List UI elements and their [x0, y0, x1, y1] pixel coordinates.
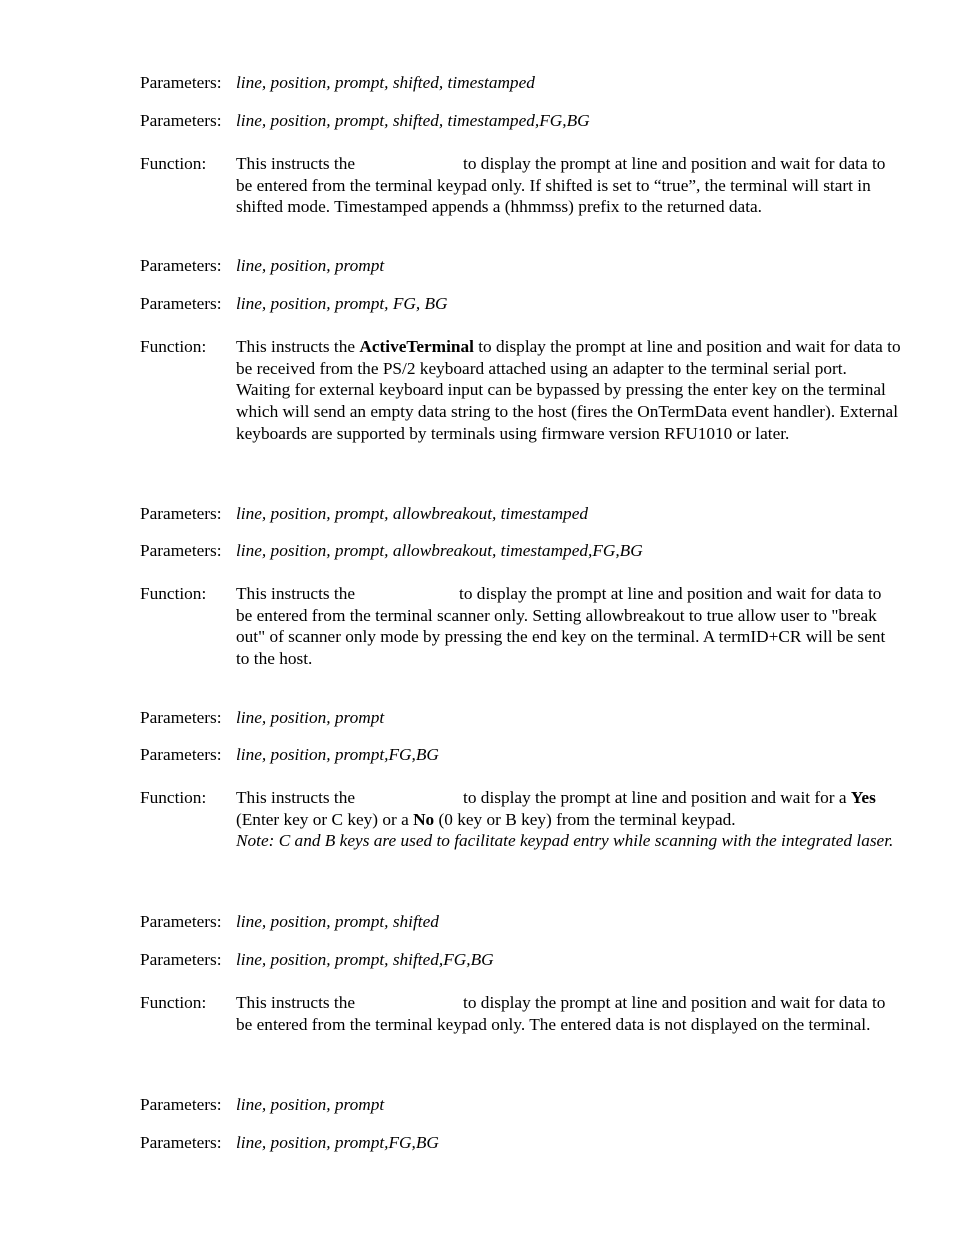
parameters-value: line, position, prompt, allowbreakout, timestamped,FG,BG — [236, 541, 643, 560]
function-label: Function: — [140, 993, 207, 1012]
function-text: (0 key or B key) from the terminal keypad. — [438, 809, 736, 829]
parameters-line — [140, 744, 902, 766]
function-text: (Enter key or C key) or a — [236, 809, 409, 829]
parameters-value: line, position, prompt — [236, 708, 385, 727]
parameters-label: Parameters: — [140, 912, 222, 931]
function-description — [236, 583, 902, 670]
parameters-label: Parameters: — [140, 256, 222, 275]
parameters-value: line, position, prompt, shifted, timestamped,FG,BG — [236, 111, 590, 130]
function-label: Function: — [140, 584, 207, 603]
function-description — [236, 787, 902, 852]
function-lead: This instructs the — [236, 154, 356, 173]
function-label: Function: — [140, 788, 207, 807]
function-label: Function: — [140, 337, 207, 356]
parameters-line — [140, 72, 902, 94]
parameters-value: line, position, prompt,FG,BG — [236, 745, 439, 764]
parameters-value: line, position, prompt, shifted, timestamped — [236, 73, 535, 92]
function-block — [140, 583, 902, 670]
function-description — [236, 153, 902, 218]
parameters-value: line, position, prompt, allowbreakout, timestamped — [236, 504, 589, 523]
parameters-line — [140, 707, 902, 729]
function-lead: This instructs the — [236, 584, 356, 603]
function-text: to display the prompt at line and position and wait for data to be entered from the terminal keypad only. The entered data is not displayed on the terminal. — [236, 993, 886, 1034]
parameters-value: line, position, prompt — [236, 256, 385, 275]
parameters-label: Parameters: — [140, 1095, 222, 1114]
parameters-label: Parameters: — [140, 708, 222, 727]
parameters-line — [140, 949, 902, 971]
parameters-label: Parameters: — [140, 504, 222, 523]
function-lead: This instructs the — [236, 788, 356, 807]
parameters-line — [140, 293, 902, 315]
parameters-value: line, position, prompt — [236, 1095, 385, 1114]
function-text: to display the prompt at line and position and wait for a — [463, 788, 847, 807]
yes-term: Yes — [850, 788, 876, 807]
function-text: to display the prompt at line and position and wait for data to be received from the PS/2 keyboard attached using an adapter to the terminal serial port. Waiting for external keyboard input can be bypassed by pressing the enter key on the terminal which will send an empty data string to the host (fires the OnTermData event handler). External keyboards are supported by terminals using firmware version RFU1010 or later. — [236, 337, 901, 443]
function-block — [140, 787, 902, 852]
function-description — [236, 336, 902, 445]
parameters-label: Parameters: — [140, 745, 222, 764]
parameters-value: line, position, prompt, FG, BG — [236, 294, 448, 313]
parameters-value: line, position, prompt, shifted — [236, 912, 439, 931]
function-block — [140, 153, 902, 218]
function-block — [140, 992, 902, 1035]
parameters-line — [140, 110, 902, 132]
parameters-label: Parameters: — [140, 73, 222, 92]
parameters-line — [140, 503, 902, 525]
function-lead: This instructs the — [236, 337, 356, 356]
parameters-line — [140, 255, 902, 277]
parameters-value: line, position, prompt,FG,BG — [236, 1133, 439, 1152]
parameters-value: line, position, prompt, shifted,FG,BG — [236, 950, 494, 969]
function-lead: This instructs the — [236, 993, 356, 1012]
function-object-name: ActiveTerminal — [359, 337, 474, 356]
parameters-label: Parameters: — [140, 541, 222, 560]
parameters-line — [140, 540, 902, 562]
parameters-line — [140, 1132, 902, 1154]
function-text: to display the prompt at line and position and wait for data to be entered from the terminal scanner only. Setting allowbreakout to true allow user to "break out" of scanner only mode by pressing the end key on the terminal. A termID+CR will be sent to the host. — [236, 584, 886, 669]
parameters-line — [140, 911, 902, 933]
no-term: No — [413, 809, 435, 829]
function-text: to display the prompt at line and position and wait for data to be entered from the terminal keypad only. If shifted is set to “true”, the terminal will start in shifted mode. Timestamped appends a (hhmmss) prefix to the returned data. — [236, 154, 886, 217]
function-note: Note: C and B keys are used to facilitate keypad entry while scanning with the integrated laser. — [236, 831, 894, 851]
parameters-line — [140, 1094, 902, 1116]
parameters-label: Parameters: — [140, 950, 222, 969]
parameters-label: Parameters: — [140, 1133, 222, 1152]
parameters-label: Parameters: — [140, 111, 222, 130]
function-label: Function: — [140, 154, 207, 173]
function-description — [236, 992, 902, 1035]
parameters-label: Parameters: — [140, 294, 222, 313]
function-block — [140, 336, 902, 445]
